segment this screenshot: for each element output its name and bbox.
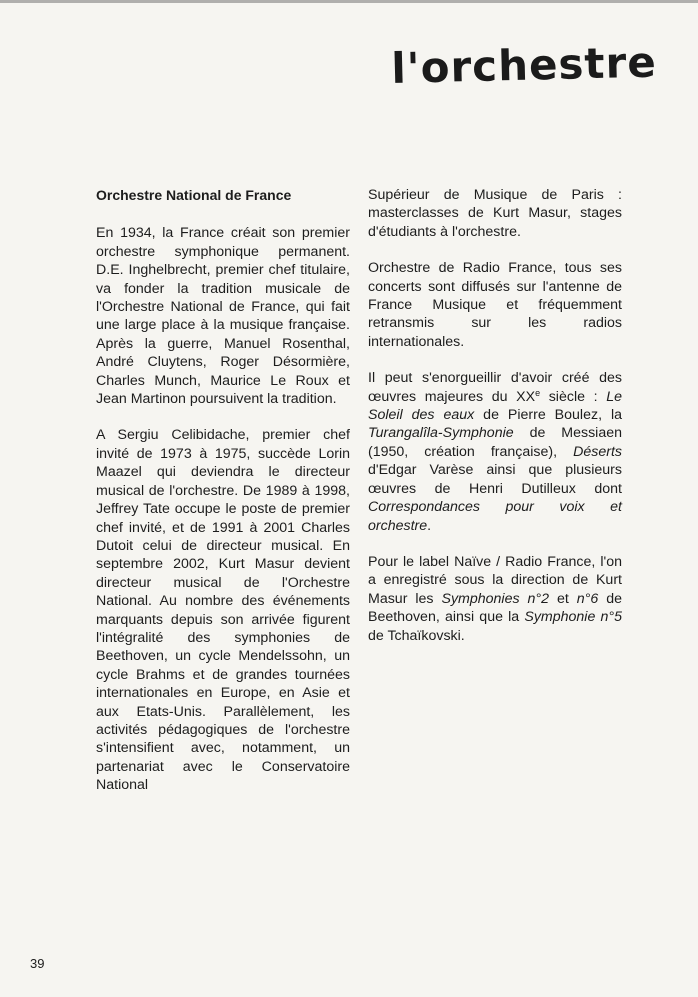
paragraph-conductors: A Sergiu Celibidache, premier chef invité de 1973 à 1975, succède Lorin Maazel qui deviendra le directeur musical de l'orchestre. De 1989 à 1998, Jeffrey Tate occupe le poste de premier chef invité, et de 1991 à 2001 Charles Dutoit celui de directeur musical. En septembre 2002, Kurt Masur devient directeur musical de l'Orchestre National. Au nombre des événements marquants depuis son arrivée figurent l'intégralité des symphonies de Beethoven, un cycle Mendelssohn, un cycle Brahms et de grandes tournées internationales en Europe, en Asie et aux Etats-Unis. Parallèlement, les activités pédagogiques de l'orchestre s'intensifient avec, notamment, un partenariat avec le Conservatoire National — [96, 427, 350, 794]
creations-text-1: Il peut s'enorgueillir d'avoir créé des œuvres majeures du XX — [368, 370, 622, 405]
work-title-deserts: Déserts — [573, 443, 622, 460]
work-title-symphonie-5: Symphonie n°5 — [524, 609, 622, 626]
recordings-text-4: de Tchaïkovski. — [368, 627, 465, 644]
page-heading: l'orchestre — [390, 37, 658, 93]
recordings-text-3: de Beethoven, ainsi que la — [368, 590, 622, 626]
creations-text-5: d'Edgar Varèse ainsi que plusieurs œuvres de Henri Dutilleux dont — [368, 462, 622, 497]
section-title: Orchestre National de France — [96, 187, 292, 203]
work-title-turangalila: Turangalîla-Symphonie — [368, 425, 514, 442]
paragraph-recordings — [368, 553, 622, 645]
work-title-soleil: Le Soleil des eaux — [368, 388, 622, 424]
work-title-symphonies-2: Symphonies n°2 — [441, 590, 549, 607]
right-column — [368, 186, 622, 645]
top-edge-line — [0, 0, 698, 3]
recordings-text-2: et — [549, 590, 577, 607]
century-superscript: e — [535, 387, 541, 398]
creations-text-2: siècle : — [540, 388, 607, 405]
work-title-correspondances: Correspondances pour voix et orchestre — [368, 499, 622, 534]
recordings-text-1: Pour le label Naïve / Radio France, l'on a enregistré sous la direction de Kurt Masur les — [368, 553, 622, 607]
left-column — [96, 186, 350, 795]
creations-text-6: . — [427, 517, 432, 534]
paragraph-conservatoire: Supérieur de Musique de Paris : masterclasses de Kurt Masur, stages d'étudiants à l'orchestre. — [368, 187, 622, 240]
page-number: 39 — [30, 956, 45, 971]
creations-text-3: de Pierre Boulez, la — [474, 407, 622, 424]
work-title-6: n°6 — [576, 590, 599, 607]
paragraph-creations — [368, 369, 622, 535]
paragraph-radio: Orchestre de Radio France, tous ses concerts sont diffusés sur l'antenne de France Musique et fréquemment retransmis sur les radios internationales. — [368, 260, 622, 350]
creations-text-4: de Messiaen (1950, création française), — [368, 425, 622, 460]
paragraph-history: En 1934, la France créait son premier orchestre symphonique permanent. D.E. Inghelbrecht, premier chef titulaire, va fonder la tradition musicale de l'Orchestre National de France, qui fait une large place à la musique française. Après la guerre, Manuel Rosenthal, André Cluytens, Roger Désormière, Charles Munch, Maurice Le Roux et Jean Martinon poursuivent la tradition. — [96, 225, 350, 408]
